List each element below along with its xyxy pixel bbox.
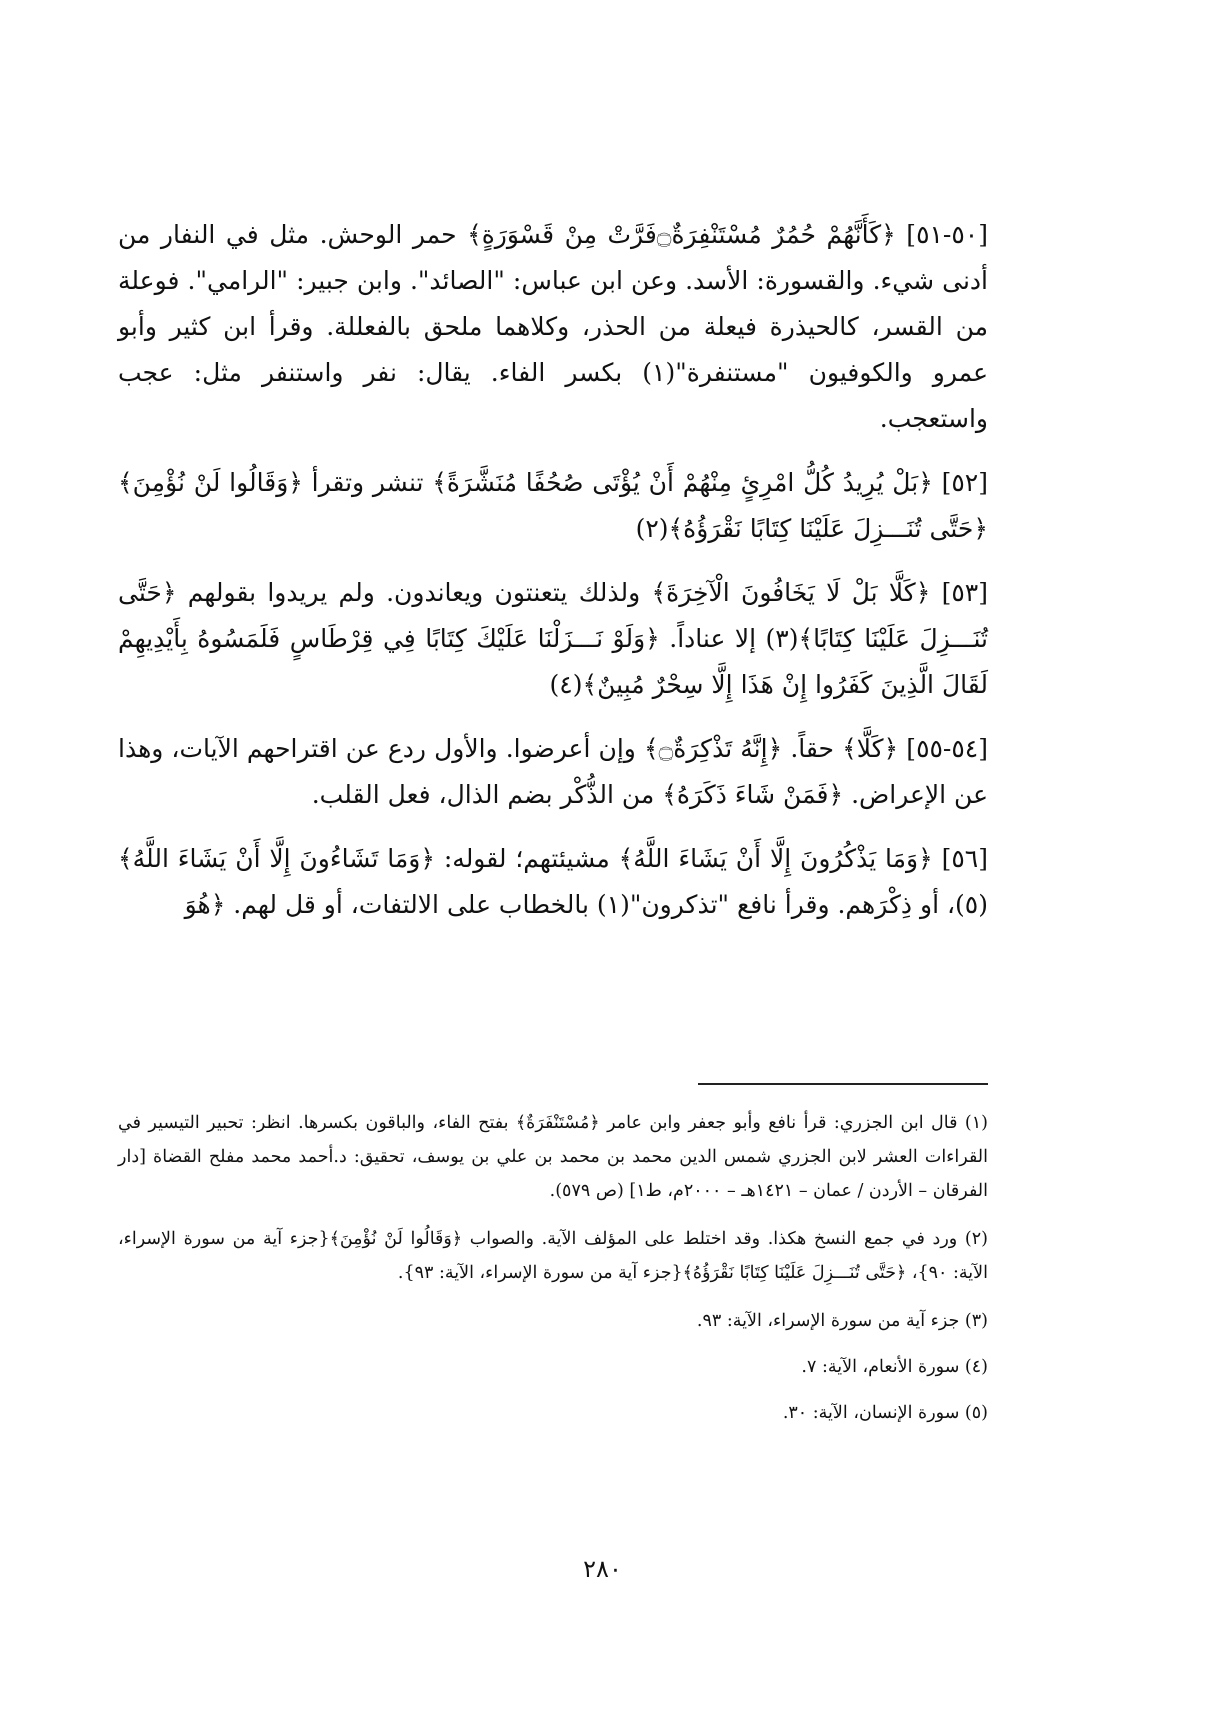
paragraph-verse-53: [٥٣] ﴿كَلَّا بَلْ لَا يَخَافُونَ الْآخِرَةَ﴾ ولذلك يتعنتون ويعاندون. ولم يريدوا بقولهم ﴿حَتَّى تُنَـــزِلَ عَلَيْنَا كِتَابًا﴾(٣) إلا عناداً. ﴿وَلَوْ نَـــزَلْنَا عَلَيْكَ كِتَابًا فِي قِرْطَاسٍ فَلَمَسُوهُ بِأَيْدِيهِمْ لَقَالَ الَّذِينَ كَفَرُوا إِنْ هَذَا إِلَّا سِحْرٌ مُبِينٌ﴾(٤) — [118, 578, 988, 699]
footnote-4: (٤) سورة الأنعام، الآية: ٧. — [801, 1357, 988, 1377]
footnote-divider — [698, 1083, 988, 1085]
paragraph-verse-54-55: [٥٤-٥٥] ﴿كَلَّا﴾ حقاً. ﴿إِنَّهُ تَذْكِرَةٌ۝﴾ وإن أعرضوا. والأول ردع عن اقتراحهم الآيات، وهذا عن الإعراض. ﴿فَمَنْ شَاءَ ذَكَرَهُ﴾ من الذُّكْر بضم الذال، فعل القلب. — [118, 734, 988, 809]
footnotes — [118, 1106, 988, 1442]
footnote-3: (٣) جزء آية من سورة الإسراء، الآية: ٩٣. — [696, 1311, 988, 1331]
main-text — [118, 212, 988, 946]
footnote-5: (٥) سورة الإنسان، الآية: ٣٠. — [782, 1403, 988, 1423]
footnote-1: (١) قال ابن الجزري: قرأ نافع وأبو جعفر وابن عامر ﴿مُسْتَنْفَرَةٌ﴾ بفتح الفاء، والباقون بكسرها. انظر: تحبير التيسير في القراءات العشر لابن الجزري شمس الدين محمد بن محمد بن علي بن يوسف، تحقيق: د.أحمد محمد مفلح القضاة [دار الفرقان – الأردن / عمان – ١٤٢١هـ – ٢٠٠٠م، ط١] (ص ٥٧٩). — [118, 1113, 988, 1201]
page-number: ٢٨٠ — [583, 1555, 622, 1583]
footnote-2: (٢) ورد في جمع النسخ هكذا. وقد اختلط على المؤلف الآية. والصواب ﴿وَقَالُوا لَنْ نُؤْمِنَ﴾{جزء آية من سورة الإسراء، الآية: ٩٠}، ﴿حَتَّى تُنَـــزِلَ عَلَيْنَا كِتَابًا نَقْرَؤُهُ﴾{جزء آية من سورة الإسراء، الآية: ٩٣}. — [118, 1229, 988, 1283]
paragraph-verse-52: [٥٢] ﴿بَلْ يُرِيدُ كُلُّ امْرِئٍ مِنْهُمْ أَنْ يُؤْتَى صُحُفًا مُنَشَّرَةً﴾ تنشر وتقرأ ﴿وَقَالُوا لَنْ نُؤْمِنَ﴾ ﴿حَتَّى تُنَـــزِلَ عَلَيْنَا كِتَابًا نَقْرَؤُهُ﴾(٢) — [118, 468, 988, 543]
paragraph-verse-56: [٥٦] ﴿وَمَا يَذْكُرُونَ إِلَّا أَنْ يَشَاءَ اللَّهُ﴾ مشيئتهم؛ لقوله: ﴿وَمَا تَشَاءُونَ إِلَّا أَنْ يَشَاءَ اللَّهُ﴾(٥)، أو ذِكْرَهم. وقرأ نافع "تذكرون"(١) بالخطاب على الالتفات، أو قل لهم. ﴿هُوَ — [118, 844, 988, 919]
paragraph-verse-50-51: [٥٠-٥١] ﴿كَأَنَّهُمْ حُمُرٌ مُسْتَنْفِرَةٌ۝فَرَّتْ مِنْ قَسْوَرَةٍ﴾ حمر الوحش. مثل في النفار من أدنى شيء. والقسورة: الأسد. وعن ابن عباس: "الصائد". وابن جبير: "الرامي". فوعلة من القسر، كالحيذرة فيعلة من الحذر، وكلاهما ملحق بالفعللة. وقرأ ابن كثير وأبو عمرو والكوفيون "مستنفرة"(١) بكسر الفاء. يقال: نفر واستنفر مثل: عجب واستعجب. — [118, 220, 989, 433]
